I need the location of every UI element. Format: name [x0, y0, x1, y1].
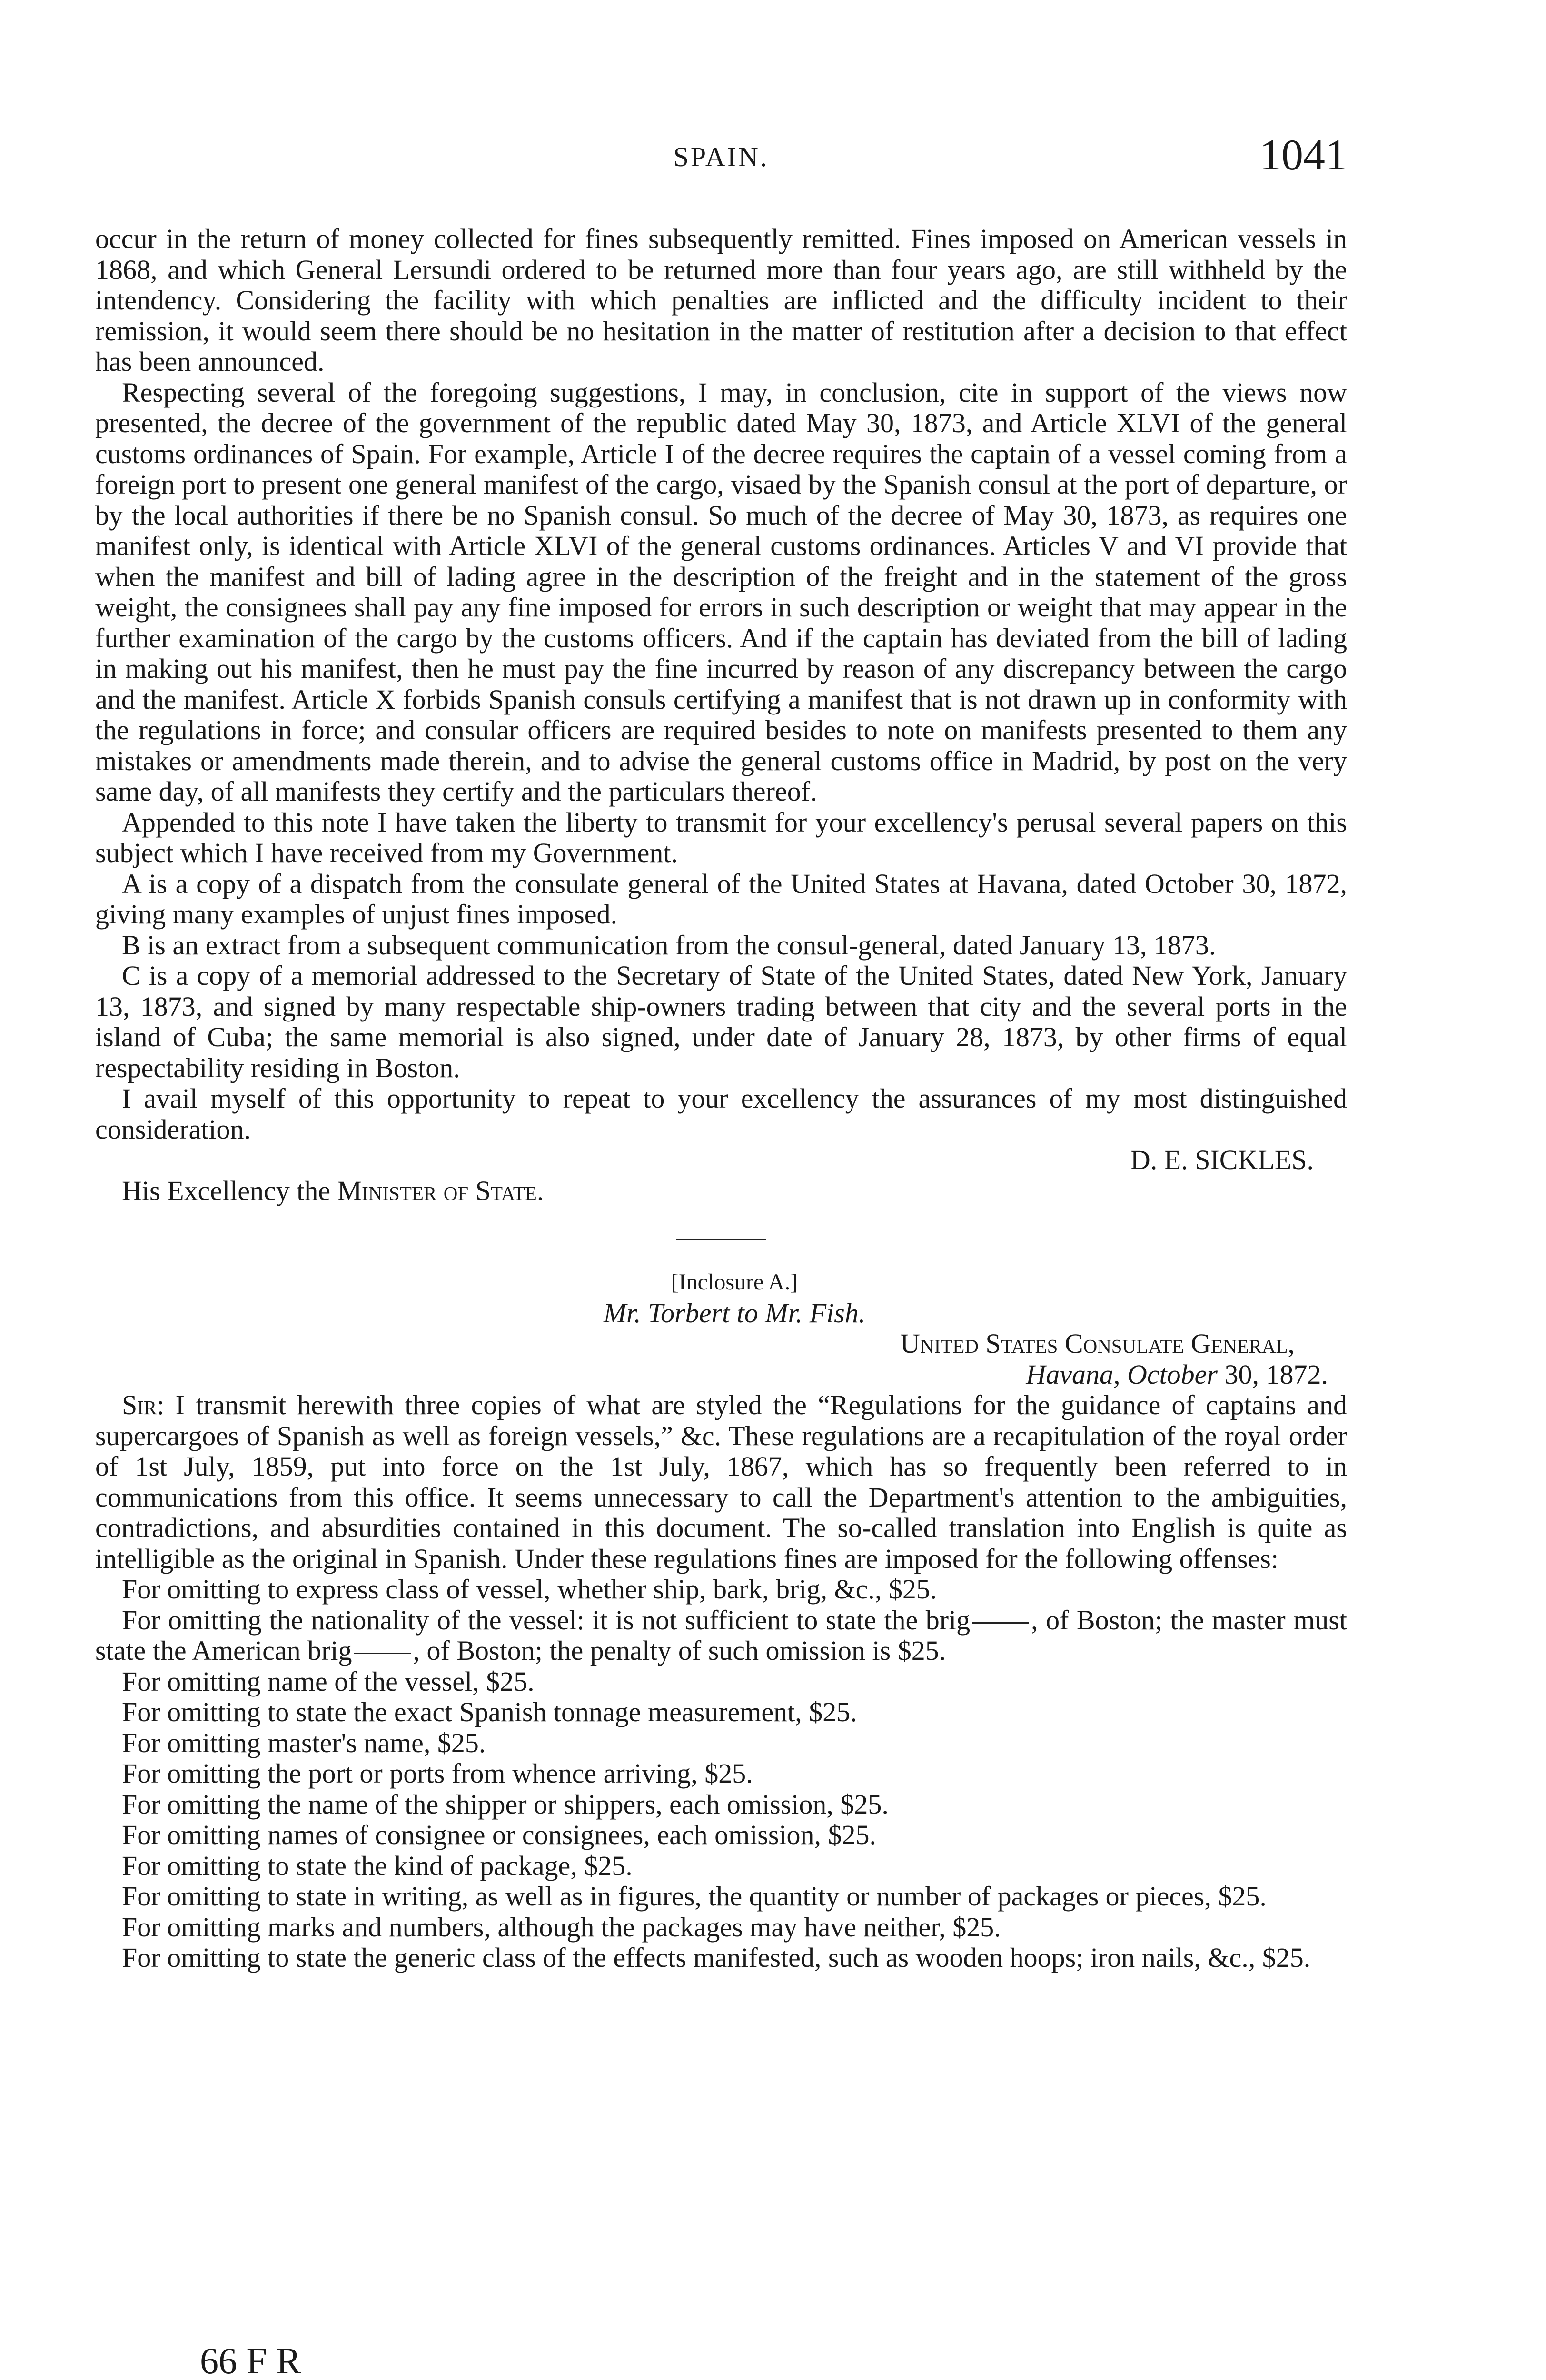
offense-text: , of Boston; the master must state the American brig	[95, 1604, 1347, 1666]
paragraph: A is a copy of a dispatch from the consulate general of the United States at Havana, dated October 30, 1872, giving many examples of unjust fines imposed.	[95, 868, 1347, 930]
addressee-title: Minister of State	[337, 1175, 537, 1206]
offense-list	[95, 1574, 1347, 1973]
offense-item: For omitting to state the exact Spanish tonnage measurement, $25.	[122, 1696, 857, 1727]
offense-item: For omitting marks and numbers, although the packages may have neither, $25.	[122, 1911, 1001, 1943]
letter-title: Mr. Torbert to Mr. Fish.	[603, 1297, 866, 1329]
salutation: Sir	[122, 1389, 157, 1420]
blank-line	[354, 1653, 411, 1654]
page-header	[95, 130, 1347, 179]
sender-office: United States Consulate General,	[900, 1328, 1295, 1359]
offense-text: , of Boston; the penalty of such omission is $25.	[413, 1635, 946, 1666]
place: Havana, October	[1026, 1359, 1218, 1390]
offense-item-nationality	[95, 1605, 1347, 1666]
offense-item: For omitting names of consignee or consignees, each omission, $25.	[122, 1819, 877, 1850]
intro-text: : I transmit herewith three copies of what are styled the “Regulations for the guidance of captains and supercargoes of Spanish as well as foreign vessels,” &c. These regulations are a recapitulation of the royal order of 1st July, 1859, put into force on the 1st July, 1867, which has so frequently been referred to in communications from this office. It seems unnecessary to call the Department's attention to the ambiguities, contradictions, and absurdities contained in this document. The so-called translation into English is quite as intelligible as the original in Spanish. Under these regulations fines are imposed for the following offenses:	[95, 1389, 1347, 1574]
blank-line	[972, 1622, 1029, 1624]
offense-item: For omitting to state in writing, as well as in figures, the quantity or number of packages or pieces, $25.	[122, 1881, 1267, 1912]
place-date	[95, 1359, 1347, 1390]
paragraph: I avail myself of this opportunity to repeat to your excellency the assurances of my most distinguished consideration.	[95, 1083, 1347, 1145]
paragraph: Respecting several of the foregoing suggestions, I may, in conclusion, cite in support of the views now presented, the decree of the government of the republic dated May 30, 1873, and Article XLVI of the general customs ordinances of Spain. For example, Article I of the decree requires the captain of a vessel coming from a foreign port to present one general manifest of the cargo, visaed by the Spanish consul at the port of departure, or by the local authorities if there be no Spanish consul. So much of the decree of May 30, 1873, as requires one manifest only, is identical with Article XLVI of the general customs ordinances. Articles V and VI provide that when the manifest and bill of lading agree in the description of the freight and in the statement of the gross weight, the consignees shall pay any fine imposed for errors in such description or weight that may appear in the further examination of the cargo by the customs officers. And if the captain has deviated from the bill of lading in making out his manifest, then he must pay the fine incurred by reason of any discrepancy between the cargo and the manifest. Article X forbids Spanish consuls certifying a manifest that is not drawn up in conformity with the regulations in force; and consular officers are required besides to note on manifests presented to them any mistakes or amendments made therein, and to advise the general customs office in Madrid, by post on the very same day, of all manifests they certify and the particulars thereof.	[95, 377, 1347, 807]
signature-mark: 66 F R	[200, 2340, 301, 2380]
offense-item: For omitting name of the vessel, $25.	[122, 1666, 535, 1697]
signature: D. E. SICKLES.	[1130, 1144, 1314, 1175]
paragraph: B is an extract from a subsequent communication from the consul-general, dated January 13, 1873.	[122, 929, 1216, 961]
paragraph: occur in the return of money collected for fines subsequently remitted. Fines imposed on American vessels in 1868, and which General Lersundi ordered to be returned more than four years ago, are still withheld by the intendency. Considering the facility with which penalties are inflicted and the difficulty incident to their remission, it would seem there should be no hesitation in the matter of restitution after a decision to that effect has been announced.	[95, 223, 1347, 377]
page-number: 1041	[1259, 130, 1347, 179]
offense-text: For omitting the nationality of the vessel: it is not sufficient to state the brig	[122, 1604, 971, 1636]
offense-item: For omitting to express class of vessel, whether ship, bark, brig, &c., $25.	[122, 1574, 937, 1605]
offense-item: For omitting master's name, $25.	[122, 1727, 486, 1758]
offense-item: For omitting the name of the shipper or shippers, each omission, $25.	[122, 1788, 889, 1820]
addressee-prefix: His Excellency the	[122, 1175, 337, 1206]
section-divider	[676, 1239, 766, 1240]
addressee-line	[95, 1176, 1347, 1207]
offense-item: For omitting to state the generic class of the effects manifested, such as wooden hoops; iron nails, &c., $25.	[122, 1942, 1311, 1973]
addressee-suffix: .	[536, 1175, 544, 1206]
running-head: SPAIN.	[673, 141, 769, 172]
letter-intro	[95, 1390, 1347, 1574]
enclosure-label: [Inclosure A.]	[671, 1269, 798, 1295]
paragraph: C is a copy of a memorial addressed to the Secretary of State of the United States, dated New York, January 13, 1873, and signed by many respectable ship-owners trading between that city and the several ports in the island of Cuba; the same memorial is also signed, under date of January 28, 1873, by other firms of equal respectability residing in Boston.	[95, 960, 1347, 1083]
body-text	[95, 224, 1347, 1973]
date: 30, 1872.	[1218, 1359, 1328, 1390]
offense-item: For omitting the port or ports from whence arriving, $25.	[122, 1758, 753, 1789]
paragraph: Appended to this note I have taken the liberty to transmit for your excellency's perusal several papers on this subject which I have received from my Government.	[95, 806, 1347, 868]
offense-item: For omitting to state the kind of package, $25.	[122, 1850, 633, 1881]
